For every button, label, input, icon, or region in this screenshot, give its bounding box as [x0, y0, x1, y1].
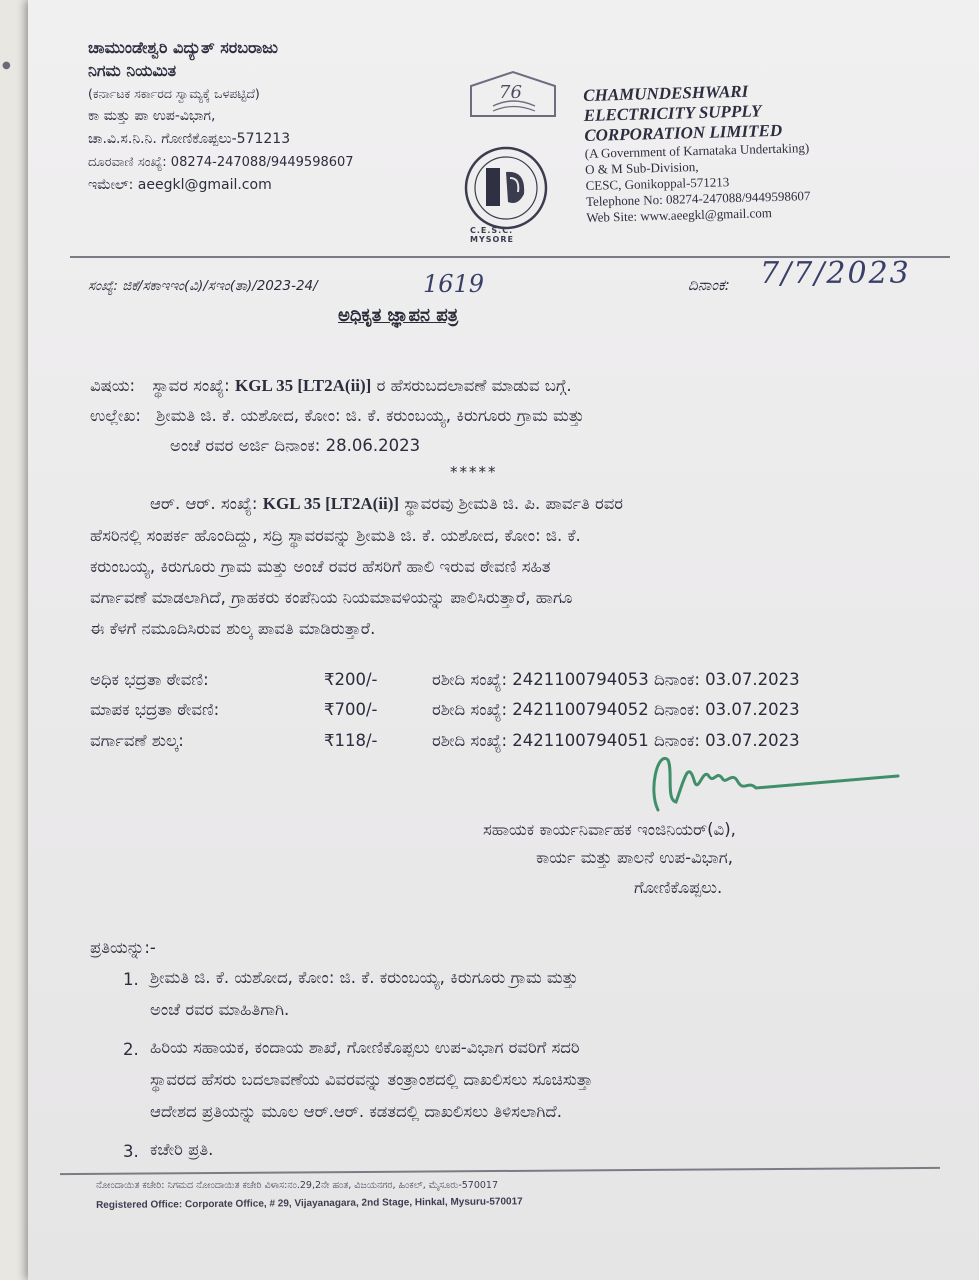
- header-kn-line: ಚಾ.ವಿ.ಸ.ನಿ.ನಿ. ಗೋಣಿಕೊಪ್ಪಲು-571213: [88, 131, 291, 147]
- copy-line: ಅಂಚೆ ರವರ ಮಾಹಿತಿಗಾಗಿ.: [150, 1000, 290, 1019]
- signature: [628, 730, 908, 830]
- paragraph-line: ಈ ಕೆಳಗೆ ನಮೂದಿಸಿರುವ ಶುಲ್ಕ ಪಾವತಿ ಮಾಡಿರುತ್ತಾರೆ.: [90, 619, 376, 638]
- copy-number: 3.: [123, 1142, 139, 1161]
- fee-receipt: ರಶೀದಿ ಸಂಖ್ಯೆ: 2421100794052 ದಿನಾಂಕ: 03.07.2023: [432, 700, 800, 719]
- signatory-office: ಕಾರ್ಯ ಮತ್ತು ಪಾಲನೆ ಉಪ-ವಿಭಾಗ,: [536, 848, 733, 867]
- reference-line-2: ಅಂಚೆ ರವರ ಅರ್ಜಿ ದಿನಾಂಕ: 28.06.2023: [170, 436, 421, 455]
- footer-en-text: Corporate Office, # 29, Vijayanagara, 2nd Stage, Hinkal, Mysuru-570017: [184, 1196, 523, 1211]
- copy-number: 2.: [123, 1040, 139, 1059]
- copies-label: ಪ್ರತಿಯನ್ನು:-: [90, 938, 156, 957]
- date-label: ದಿನಾಂಕ:: [688, 276, 730, 294]
- fee-amount: ₹200/-: [324, 670, 378, 689]
- subject-line: [90, 376, 950, 396]
- header-en-title: ELECTRICITY SUPPLY: [583, 101, 762, 125]
- para-pre: ಆರ್. ಆರ್. ಸಂಖ್ಯೆ:: [150, 494, 258, 513]
- page-edge-fragment: ●: [2, 60, 11, 71]
- fee-receipt: ರಶೀದಿ ಸಂಖ್ಯೆ: 2421100794053 ದಿನಾಂಕ: 03.07.2023: [432, 670, 800, 689]
- fee-receipt: ರಶೀದಿ ಸಂಖ್ಯೆ: 2421100794051 ದಿನಾಂಕ: 03.07.2023: [432, 731, 800, 750]
- subject-code: KGL 35 [LT2A(ii)]: [235, 376, 372, 395]
- para-code: KGL 35 [LT2A(ii)]: [262, 494, 400, 513]
- header-en-detail: O & M Sub-Division,: [584, 159, 699, 177]
- ref-number-label: ಸಂಖ್ಯೆ: ಜಿಕೆ/ಸಕಾಇಇಂ(ವಿ)/ಸಇಂ(ತಾ)/2023-24/: [88, 278, 318, 294]
- reference-block: [90, 406, 950, 426]
- svg-text:76: 76: [499, 82, 522, 103]
- footer-english: [96, 1196, 523, 1211]
- copy-line: ಕಚೇರಿ ಪ್ರತಿ.: [150, 1140, 214, 1159]
- document-title: ಅಧಿಕೃತ ಜ್ಞಾಪನ ಪತ್ರ: [338, 305, 459, 326]
- header-en-detail: Telephone No: 08274-247088/9449598607: [585, 188, 811, 209]
- footer-kannada: ನೋಂದಾಯಿತ ಕಚೇರಿ: ನಿಗಮದ ನೋಂದಾಯಿತ ಕಚೇರಿ ವಿಳಾಸ:ನಂ.29,2ನೇ ಹಂತ, ವಿಜಯನಗರ, ಹಿಂಕಲ್, ಮೈಸೂರು-570017: [96, 1180, 499, 1191]
- header-kn-line: ದೂರವಾಣಿ ಸಂಖ್ಯೆ: 08274-247088/9449598607: [88, 155, 354, 170]
- paragraph-line: ಕರುಂಬಯ್ಯ, ಕಿರುಗೂರು ಗ್ರಾಮ ಮತ್ತು ಅಂಚೆ ರವರ ಹೆಸರಿಗೆ ಹಾಲಿ ಇರುವ ಠೇವಣಿ ಸಹಿತ: [90, 557, 551, 576]
- paragraph-line: ಹೆಸರಿನಲ್ಲಿ ಸಂಪರ್ಕ ಹೊಂದಿದ್ದು, ಸದ್ರಿ ಸ್ಥಾವರವನ್ನು ಶ್ರೀಮತಿ ಜಿ. ಕೆ. ಯಶೋದ, ಕೋಂ: ಜಿ. ಕೆ.: [90, 526, 581, 545]
- copy-line: ಸ್ಥಾವರದ ಹೆಸರು ಬದಲಾವಣೆಯ ವಿವರವನ್ನು ತಂತ್ರಾಂಶದಲ್ಲಿ ದಾಖಲಿಸಲು ಸೂಚಿಸುತ್ತಾ: [150, 1070, 593, 1089]
- subject-post: ರ ಹೆಸರುಬದಲಾವಣೆ ಮಾಡುವ ಬಗ್ಗೆ.: [376, 376, 572, 395]
- header-en-title: CHAMUNDESHWARI: [583, 81, 749, 105]
- header-english: [583, 78, 907, 226]
- header-kannada: [88, 36, 468, 197]
- paragraph-line: ವರ್ಗಾವಣೆ ಮಾಡಲಾಗಿದೆ, ಗ್ರಾಹಕರು ಕಂಪೆನಿಯ ನಿಯಮಾವಳಿಯನ್ನು ಪಾಲಿಸಿರುತ್ತಾರೆ, ಹಾಗೂ: [90, 588, 573, 607]
- logo-graphic: [463, 66, 563, 124]
- header-kn-line: (ಕರ್ನಾಟಕ ಸರ್ಕಾರದ ಸ್ವಾಮ್ಯಕ್ಕೆ ಒಳಪಟ್ಟಿದೆ): [88, 86, 260, 101]
- header-en-detail: Web Site: www.aeegkl@gmail.com: [586, 205, 773, 225]
- date-handwritten: 7/7/2023: [760, 256, 911, 291]
- copy-number: 1.: [123, 970, 139, 989]
- signatory-place: ಗೋಣಿಕೊಪ್ಪಲು.: [634, 878, 723, 897]
- company-logo: [463, 66, 563, 124]
- fee-amount: ₹700/-: [324, 700, 378, 719]
- para-post: ಸ್ಥಾವರವು ಶ್ರೀಮತಿ ಜಿ. ಪಿ. ಪಾರ್ವತಿ ರವರ: [404, 494, 624, 513]
- paragraph-line-1: [150, 494, 950, 514]
- reference-line: [88, 256, 948, 306]
- signatory-designation: ಸಹಾಯಕ ಕಾರ್ಯನಿರ್ವಾಹಕ ಇಂಜಿನಿಯರ್(ವಿ),: [483, 820, 736, 839]
- fee-row: [90, 670, 950, 696]
- header-en-detail: CESC, Gonikoppal-571213: [585, 174, 730, 193]
- footer-en-label: Registered Office:: [96, 1199, 183, 1211]
- fee-row: [90, 700, 950, 726]
- ref-number-handwritten: 1619: [423, 270, 485, 298]
- copy-line: ಶ್ರೀಮತಿ ಜಿ. ಕೆ. ಯಶೋದ, ಕೋಂ: ಜಿ. ಕೆ. ಕರುಂಬಯ್ಯ, ಕಿರುಗೂರು ಗ್ರಾಮ ಮತ್ತು: [150, 968, 578, 987]
- copy-line: ಹಿರಿಯ ಸಹಾಯಕ, ಕಂದಾಯ ಶಾಖೆ, ಗೋಣಿಕೊಪ್ಪಲು ಉಪ-ವಿಭಾಗ ರವರಿಗೆ ಸದರಿ: [150, 1038, 580, 1057]
- subject-label: ವಿಷಯ:: [90, 376, 136, 395]
- footer-divider: [60, 1167, 940, 1175]
- header-kn-line: ಇಮೇಲ್: aeegkl@gmail.com: [88, 177, 272, 193]
- reference-line-1: ಶ್ರೀಮತಿ ಜಿ. ಕೆ. ಯಶೋದ, ಕೋಂ: ಜಿ. ಕೆ. ಕರುಂಬಯ್ಯ, ಕಿರುಗೂರು ಗ್ರಾಮ ಮತ್ತು: [156, 406, 585, 425]
- letter-page: [28, 0, 979, 1280]
- header-kn-line: ಕಾ ಮತ್ತು ಪಾ ಉಪ-ವಿಭಾಗ,: [88, 108, 216, 124]
- fee-label: ಅಧಿಕ ಭದ್ರತಾ ಠೇವಣಿ:: [90, 670, 209, 689]
- subject-pre: ಸ್ಥಾವರ ಸಂಖ್ಯೆ:: [152, 376, 230, 395]
- header-kn-line: ನಿಗಮ ನಿಯಮಿತ: [88, 61, 177, 80]
- fee-label: ವರ್ಗಾವಣೆ ಶುಲ್ಕ:: [90, 731, 184, 750]
- header-en-title: CORPORATION LIMITED: [584, 120, 783, 145]
- company-seal: [460, 142, 552, 244]
- seal-caption: C.E.S.C. MYSORE: [470, 226, 514, 244]
- signature-graphic: [628, 730, 908, 830]
- fee-label: ಮಾಪಕ ಭದ್ರತಾ ಠೇವಣಿ:: [90, 700, 220, 719]
- separator-stars: *****: [450, 463, 498, 481]
- header-en-detail: (A Government of Karnataka Undertaking): [584, 140, 810, 161]
- header-kn-line: ಚಾಮುಂಡೇಶ್ವರಿ ವಿದ್ಯುತ್ ಸರಬರಾಜು: [88, 38, 278, 57]
- reference-label: ಉಲ್ಲೇಖ:: [90, 406, 141, 425]
- fee-amount: ₹118/-: [324, 731, 378, 750]
- copy-line: ಆದೇಶದ ಪ್ರತಿಯನ್ನು ಮೂಲ ಆರ್.ಆರ್. ಕಡತದಲ್ಲಿ ದಾಖಲಿಸಲು ತಿಳಿಸಲಾಗಿದೆ.: [150, 1102, 562, 1121]
